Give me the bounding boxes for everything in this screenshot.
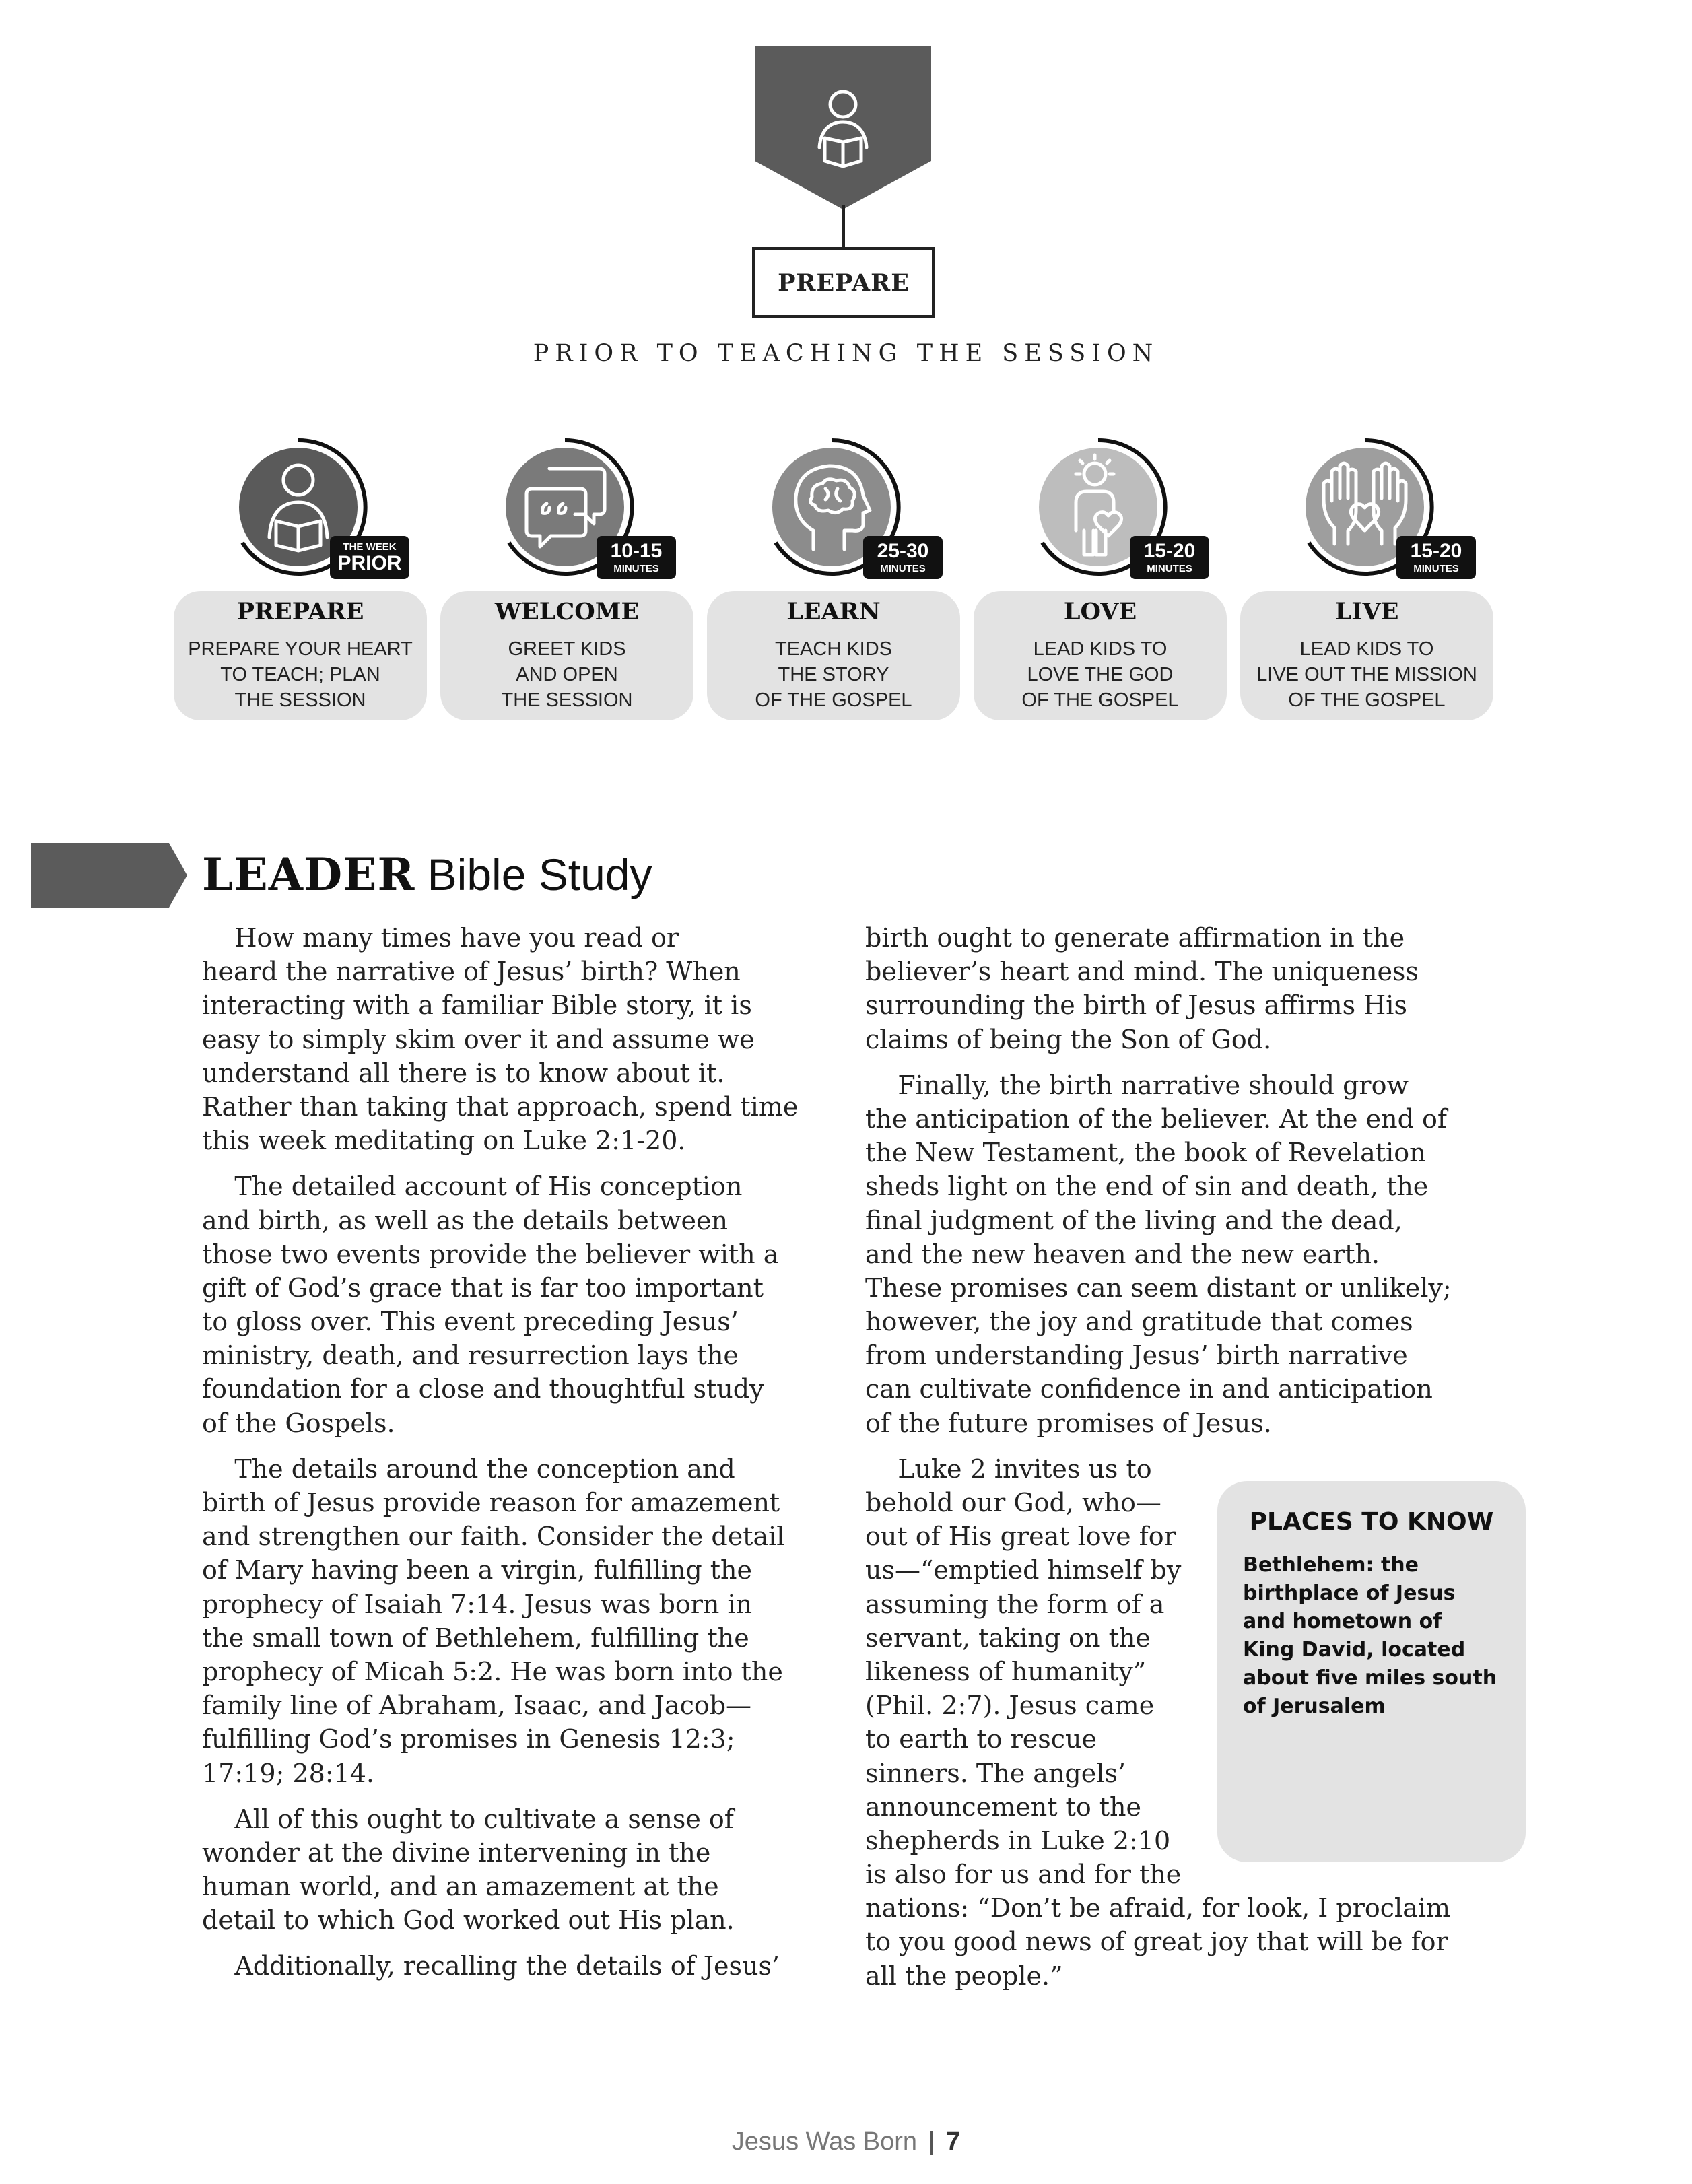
time-badge <box>597 536 676 579</box>
step-description: TEACH KIDS THE STORY OF THE GOSPEL <box>755 638 912 711</box>
badge-big-text: 10-15 <box>610 540 663 562</box>
page-footer <box>0 2127 1692 2156</box>
text-line: Rather than taking that approach, spend time <box>202 1091 799 1122</box>
text-line: to gloss over. This event preceding Jesus’ <box>202 1307 739 1337</box>
step-welcome <box>440 431 693 720</box>
badge-small-text: MINUTES <box>1147 563 1192 574</box>
badge-big-text: 25-30 <box>877 540 929 562</box>
badge-small-text: MINUTES <box>880 563 926 574</box>
text-line: surrounding the birth of Jesus affirms His <box>865 990 1407 1021</box>
text-line: prophecy of Micah 5:2. He was born into the <box>202 1656 783 1686</box>
text-line: shepherds in Luke 2:10 <box>865 1825 1171 1855</box>
paragraph-gap <box>202 1157 835 1169</box>
step-description: LEAD KIDS TO LOVE THE GOD OF THE GOSPEL <box>1021 638 1179 711</box>
time-badge <box>330 536 409 579</box>
footer-separator: | <box>928 2127 935 2156</box>
left-column <box>202 921 835 1983</box>
text-line: out of His great love for <box>865 1522 1176 1552</box>
prepare-label: PREPARE <box>752 247 935 318</box>
places-title: PLACES TO KNOW <box>1249 1508 1494 1536</box>
badge-big-text: 15-20 <box>1143 540 1196 562</box>
section-title-bold: LEADER <box>202 848 415 901</box>
text-line: claims of being the Son of God. <box>865 1024 1272 1054</box>
step-learn <box>707 431 960 720</box>
paragraph-gap <box>202 1440 835 1452</box>
text-line: can cultivate confidence in and anticipation <box>865 1374 1433 1404</box>
text-line: birth of Jesus provide reason for amazement <box>202 1488 780 1517</box>
text-line: likeness of humanity” <box>865 1656 1147 1686</box>
text-line: sinners. The angels’ <box>865 1758 1126 1788</box>
prior-to-teaching-text: PRIOR TO TEACHING THE SESSION <box>533 340 1159 367</box>
text-line: of Mary having been a virgin, fulfilling the <box>202 1555 753 1585</box>
paragraph-gap <box>865 1440 1512 1452</box>
badge-small-text: THE WEEK <box>343 541 397 553</box>
step-live <box>1240 431 1493 720</box>
text-line: interacting with a familiar Bible story, it is <box>202 990 752 1021</box>
paragraph <box>865 1068 1512 1440</box>
text-line: How many times have you read or <box>202 923 679 953</box>
step-prepare <box>174 431 427 720</box>
text-line: wonder at the divine intervening in the <box>202 1837 711 1868</box>
page-number: 7 <box>946 2127 961 2156</box>
text-line: prophecy of Isaiah 7:14. Jesus was born in <box>202 1589 753 1619</box>
text-line: and birth, as well as the details between <box>202 1205 728 1235</box>
text-line: Luke 2 invites us to <box>865 1454 1152 1484</box>
step-love <box>974 431 1227 720</box>
text-line: believer’s heart and mind. The uniqueness <box>865 957 1419 987</box>
paragraph <box>202 1452 835 1790</box>
badge-small-text: MINUTES <box>613 563 659 574</box>
text-line: (Phil. 2:7). Jesus came <box>865 1691 1155 1721</box>
text-line: detail to which God worked out His plan. <box>202 1905 735 1936</box>
paragraph <box>202 921 835 1157</box>
text-line: those two events provide the believer with a <box>202 1239 779 1269</box>
text-line: human world, and an amazement at the <box>202 1872 719 1902</box>
paragraph <box>865 921 1512 1056</box>
text-line: final judgment of the living and the dead, <box>865 1205 1402 1235</box>
paragraph <box>202 1169 835 1440</box>
text-line: The detailed account of His conception <box>202 1171 743 1202</box>
text-line: us—“emptied himself by <box>865 1555 1182 1585</box>
time-badge <box>1396 536 1476 579</box>
text-line: 17:19; 28:14. <box>202 1758 374 1788</box>
text-line: to you good news of great joy that will be for <box>865 1927 1448 1957</box>
text-line: the anticipation of the believer. At the end of <box>865 1103 1447 1134</box>
text-line: assuming the form of a <box>865 1589 1165 1619</box>
text-line: behold our God, who— <box>865 1488 1161 1517</box>
text-line: and strengthen our faith. Consider the detail <box>202 1522 785 1552</box>
text-line: the small town of Bethlehem, fulfilling the <box>202 1623 749 1653</box>
footer-title: Jesus Was Born <box>731 2127 918 2156</box>
paragraph-gap <box>202 1937 835 1949</box>
text-line: servant, taking on the <box>865 1623 1151 1653</box>
text-line: All of this ought to cultivate a sense of <box>202 1804 734 1834</box>
paragraph-gap <box>865 1056 1512 1068</box>
places-to-know-box <box>1217 1481 1526 1862</box>
text-line: birth ought to generate affirmation in the <box>865 923 1405 953</box>
text-line: These promises can seem distant or unlikely; <box>865 1272 1452 1303</box>
prepare-pennant <box>755 46 931 209</box>
text-line: sheds light on the end of sin and death, the <box>865 1171 1429 1202</box>
text-line: however, the joy and gratitude that comes <box>865 1307 1413 1337</box>
text-line: and the new heaven and the new earth. <box>865 1239 1380 1269</box>
paragraph <box>202 1949 835 1983</box>
text-line: fulfilling God’s promises in Genesis 12:3; <box>202 1724 735 1754</box>
section-arrow-tab <box>31 843 187 908</box>
text-line: understand all there is to know about it. <box>202 1058 725 1088</box>
text-line: The details around the conception and <box>202 1454 735 1484</box>
paragraph-gap <box>202 1790 835 1802</box>
section-title <box>202 848 652 901</box>
connector-line <box>842 205 845 247</box>
text-line: Finally, the birth narrative should grow <box>865 1070 1409 1100</box>
step-description: LEAD KIDS TO LIVE OUT THE MISSION OF THE GOSPEL <box>1256 638 1477 711</box>
section-title-rest: Bible Study <box>415 850 652 899</box>
badge-big-text: 15-20 <box>1410 540 1462 562</box>
text-line: to earth to rescue <box>865 1724 1097 1754</box>
text-line: nations: “Don’t be afraid, for look, I proclaim <box>865 1893 1451 1923</box>
step-title: WELCOME <box>494 598 640 625</box>
step-description: GREET KIDS AND OPEN THE SESSION <box>501 638 633 711</box>
time-badge <box>863 536 943 579</box>
step-title: LEARN <box>786 598 881 625</box>
text-line: from understanding Jesus’ birth narrative <box>865 1340 1408 1371</box>
text-line: all the people.” <box>865 1960 1063 1991</box>
text-line: the New Testament, the book of Revelation <box>865 1138 1426 1168</box>
text-line: heard the narrative of Jesus’ birth? When <box>202 957 741 987</box>
time-badge <box>1130 536 1209 579</box>
text-line: easy to simply skim over it and assume we <box>202 1024 755 1054</box>
step-title: LIVE <box>1334 598 1399 625</box>
text-line: gift of God’s grace that is far too important <box>202 1272 764 1303</box>
badge-small-text: MINUTES <box>1413 563 1459 574</box>
text-line: announcement to the <box>865 1791 1142 1822</box>
places-body: Bethlehem: the birthplace of Jesus and hometown of King David, located about five miles south of Jerusalem <box>1243 1553 1497 1718</box>
step-title: PREPARE <box>236 598 364 625</box>
text-line: family line of Abraham, Isaac, and Jacob— <box>202 1691 752 1721</box>
text-line: of the future promises of Jesus. <box>865 1408 1272 1438</box>
step-description: PREPARE YOUR HEART TO TEACH; PLAN THE SESSION <box>188 638 413 711</box>
text-line: this week meditating on Luke 2:1-20. <box>202 1126 686 1156</box>
step-title: LOVE <box>1063 598 1137 625</box>
text-line: foundation for a close and thoughtful study <box>202 1374 764 1404</box>
text-line: is also for us and for the <box>865 1859 1182 1890</box>
text-line: Additionally, recalling the details of Jesus’ <box>202 1951 780 1981</box>
text-line: ministry, death, and resurrection lays the <box>202 1340 739 1371</box>
text-line: of the Gospels. <box>202 1408 395 1438</box>
paragraph <box>202 1802 835 1938</box>
badge-big-text: PRIOR <box>337 551 402 574</box>
